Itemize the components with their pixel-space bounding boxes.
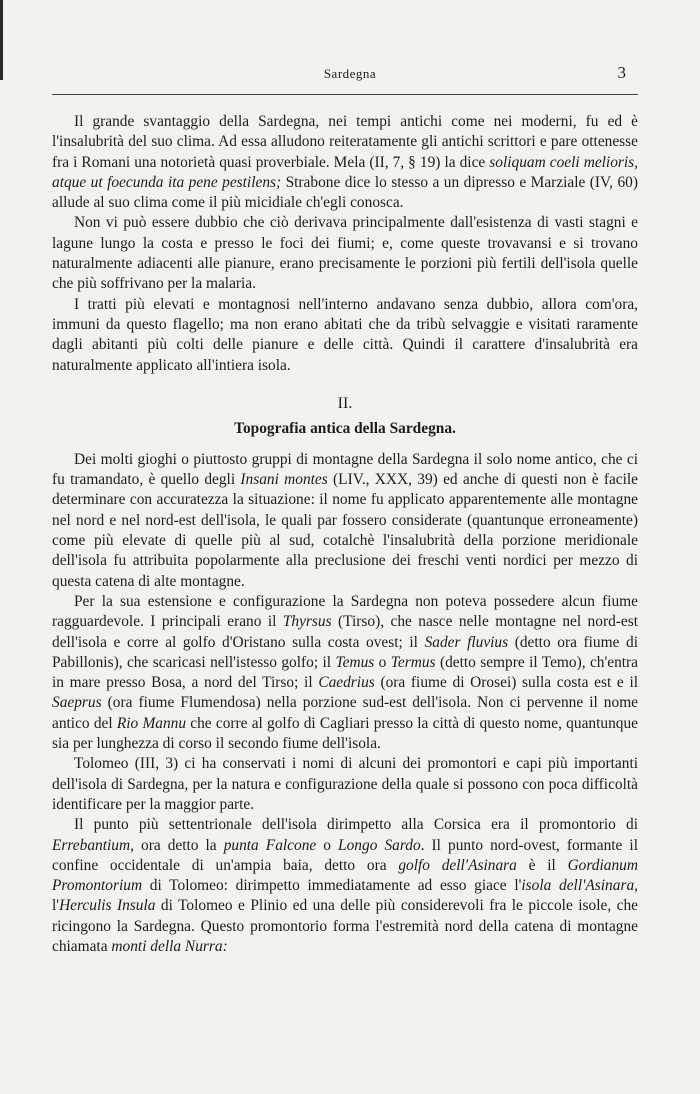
text-run: è il	[516, 856, 568, 874]
text-run: Il punto più settentrionale dell'isola dirimpetto alla Corsica era il promontorio di	[74, 816, 638, 834]
paragraph-rivers	[52, 592, 638, 754]
italic-term: Termus	[390, 653, 436, 671]
text-run: Dei molti gioghi o piuttosto gruppi di montagne della Sardegna il solo nome antico, che ci fu tramandato, è quello degli	[52, 450, 638, 489]
italic-term: Errebantium	[52, 836, 131, 854]
italic-term: Saeprus	[52, 694, 102, 712]
text-run: o	[316, 836, 339, 854]
text-run: o	[374, 653, 391, 671]
italic-term: Caedrius	[318, 674, 375, 692]
text-run: (ora fiume di Orosei) sulla costa est e il	[374, 674, 639, 692]
header-rule	[52, 94, 638, 95]
italic-term: punta Falcone	[223, 836, 317, 854]
italic-term: Herculis Insula	[59, 897, 156, 915]
italic-term: golfo dell'Asinara	[398, 856, 517, 874]
text-run: (Tirso), che nasce nelle montagne nel nord-est dell'isola e corre al golfo d'Oristano sulla costa ovest; il	[52, 613, 638, 651]
text-run: Non vi può essere dubbio che ciò derivava principalmente dall'esistenza di vasti stagni e lagune lungo la costa e presso le foci dei fiumi; e, come queste trovavansi e si trovano naturalmente adiacenti alle pianure, erano precisamente le porzioni più fertili dell'isola quelle che più soffrivano per la malaria.	[52, 214, 638, 293]
text-run: (detto ora fiume di Pabillonis), che scaricasi nell'istesso golfo; il	[52, 633, 638, 671]
text-run: (detto sempre il Temo), ch'entra in mare presso Bosa, a nord del Tirso; il	[52, 653, 639, 692]
text-run: (ora fiume Flumendosa) nella porzione sud-est dell'isola. Non ci pervenne il nome antico del	[52, 694, 638, 732]
paragraph-insani-montes	[52, 450, 638, 592]
page-number: 3	[617, 63, 626, 82]
text-run: Per la sua estensione e configurazione la Sardegna non poteva possedere alcun fiume ragguardevole. I principali erano il	[52, 592, 638, 631]
text-run: Strabone dice lo stesso a un dipresso e Marziale (IV, 60) allude al suo clima come il più micidiale ch'egli conosca.	[52, 173, 638, 212]
italic-term: Temus	[335, 653, 375, 671]
paragraph-mountains-immune	[52, 295, 638, 376]
section-number: II.	[337, 394, 353, 412]
italic-term: Thyrsus	[282, 613, 332, 631]
text-run: di Tolomeo e Plinio ed una delle più considerevoli fra le piccole isole, che ricingono la Sardegna. Questo promontorio forma l'estremità nord della catena di montagne chiamata	[52, 897, 638, 955]
italic-term: Gordianum Promontorium	[52, 856, 638, 895]
italic-term: Insani montes	[240, 471, 328, 489]
italic-term: Longo Sardo	[338, 836, 421, 854]
section-title: Topografia antica della Sardegna.	[234, 419, 456, 437]
text-run: (LIV., XXX, 39) ed anche di questi non è facile determinare con accuratezza la situazione: il nome fu applicato apparentemente alle montagne nel nord e nel nord-est dell'isola, le quali par fossero considerate (quantunque erroneamente) come più elevate di quelle più al sud, cotalchè l'insalubrità della porzione meridionale dell'isola fu attribuita popolarmente alla preclusione dei freschi venti nordici per mezzo di questa catena di alte montagne.	[52, 471, 638, 590]
page-header	[50, 63, 650, 88]
text-run: Il grande svantaggio della Sardegna, nei tempi antichi come nei moderni, fu ed è l'insalubrità del suo clima. Ad essa alludono reiteratamente gli antichi scrittori e pare ottenesse fra i Romani una notorietà quasi proverbiale. Mela (II, 7, § 19) la dice	[52, 113, 638, 171]
italic-term: monti della Nurra:	[111, 937, 228, 955]
text-run: Tolomeo (III, 3) ci ha conservati i nomi di alcuni dei promontori e capi più importanti dell'isola di Sardegna, per la natura e configurazione della quale si possono con poca difficoltà identificare per la maggior parte.	[52, 755, 638, 813]
text-run: . Il punto nord-ovest, formante il confine occidentale di un'ampia baia, detto ora	[52, 836, 638, 874]
paragraph-tolomeo	[52, 754, 638, 815]
text-run: , l'	[52, 877, 638, 915]
italic-term: Sader fluvius	[424, 633, 509, 651]
text-run: , ora detto la	[130, 836, 224, 854]
italic-term: Rio Mannu	[116, 714, 187, 732]
page-edge-mark	[0, 0, 3, 80]
text-run: I tratti più elevati e montagnosi nell'interno andavano senza dubbio, allora com'ora, immuni da questo flagello; ma non erano abitati che da tribù selvaggie e visitati raramente dagli abitanti più colti delle pianure e delle città. Quindi il carattere d'insalubrità era naturalmente applicato all'intiera isola.	[52, 295, 638, 374]
paragraph-insalubrity	[52, 112, 638, 213]
paragraph-lagoons	[52, 213, 638, 294]
italic-term: soliquam coeli melioris, atque ut foecunda ita pene pestilens;	[52, 153, 638, 191]
text-run: di Tolomeo: dirimpetto immediatamente ad esso giace l'	[142, 877, 522, 895]
text-run: che corre al golfo di Cagliari presso la città di questo nome, quantunque sia per lunghezza di corso il secondo fiume dell'isola.	[52, 714, 638, 753]
running-title: Sardegna	[323, 66, 377, 81]
body-text	[52, 112, 638, 957]
italic-term: isola dell'Asinara	[521, 877, 635, 895]
paragraph-promontories	[52, 815, 638, 957]
